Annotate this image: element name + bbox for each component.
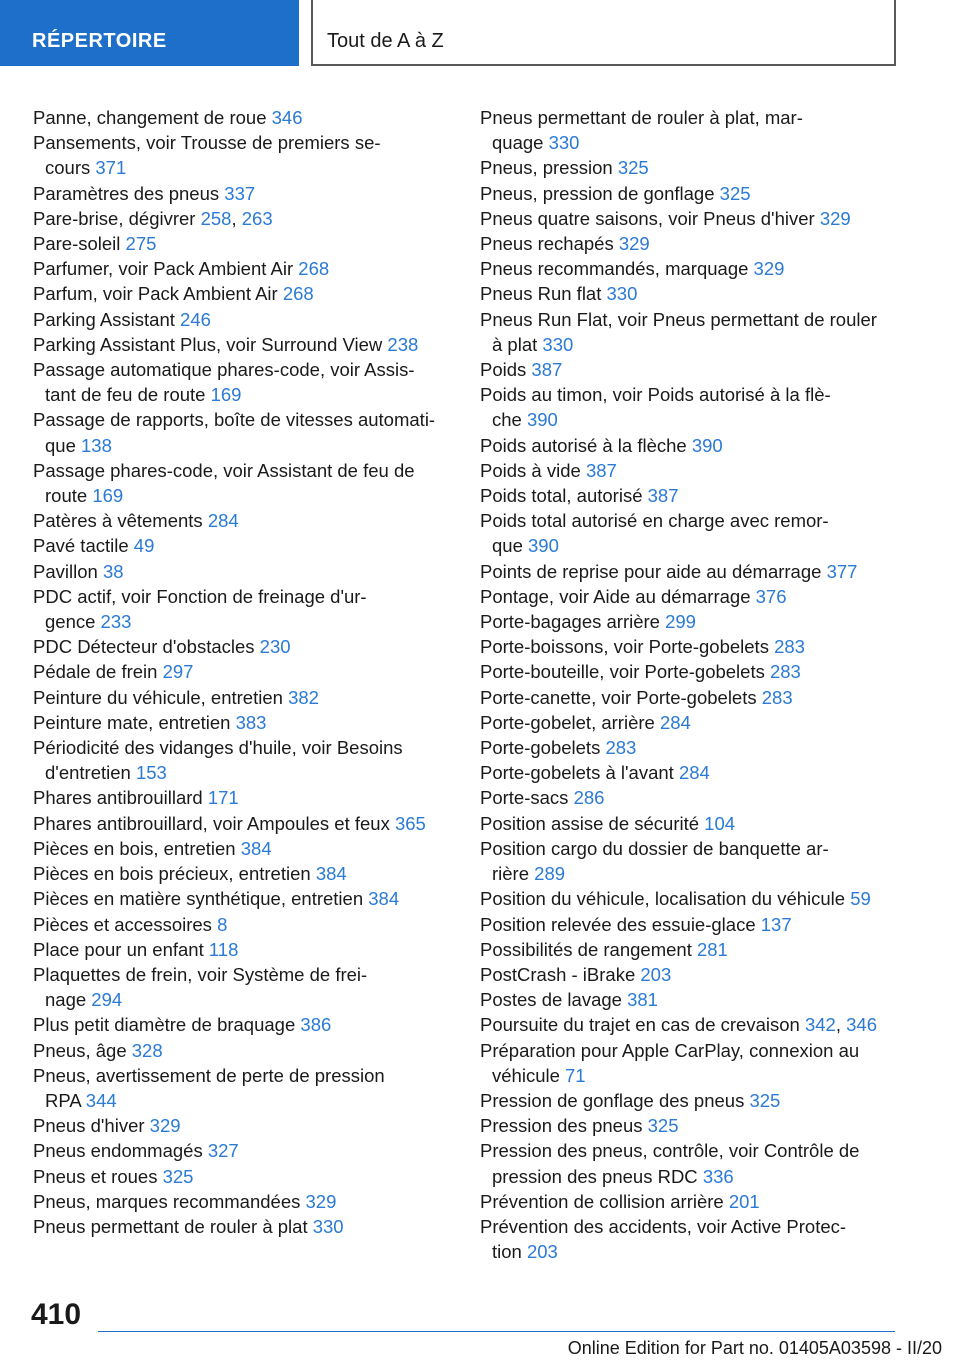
- index-entry: [33, 533, 453, 558]
- index-entry-text: Peinture mate, entretien: [33, 711, 236, 733]
- index-entry: [480, 458, 900, 483]
- index-entry: [480, 155, 900, 180]
- index-entry: [33, 937, 453, 962]
- page-reference-link[interactable]: 138: [81, 434, 112, 456]
- page-reference-link[interactable]: 59: [850, 888, 871, 910]
- index-entry-text: Pneus, pression de gonflage: [480, 182, 720, 204]
- index-entry-text: Peinture du véhicule, entretien: [33, 686, 289, 708]
- index-entry-text: Patères à vêtements: [33, 510, 208, 532]
- index-entry-text: quage: [492, 132, 549, 154]
- page-reference-link[interactable]: 153: [135, 762, 167, 784]
- index-entry: [33, 1164, 453, 1189]
- index-entry-text: Pression de gonflage des pneus: [480, 1089, 750, 1111]
- index-entry: [480, 206, 900, 231]
- index-entry-text: pression des pneus RDC: [492, 1165, 703, 1187]
- index-entry-text: Position relevée des essuie-glace: [480, 913, 761, 935]
- page-reference-link[interactable]: 284: [207, 510, 239, 532]
- index-entry-text: Position du véhicule, localisation du véhicule: [480, 888, 851, 910]
- page-reference-link[interactable]: 325: [719, 182, 751, 204]
- index-entry-text: Pneus, âge: [33, 1039, 132, 1061]
- index-entry-text: PDC actif, voir Fonction de freinage d'ur-: [33, 585, 367, 607]
- index-entry: [33, 1113, 453, 1138]
- index-entry: [33, 130, 453, 180]
- index-entry-text: Pneus Run flat: [480, 283, 607, 305]
- index-entry: [480, 962, 900, 987]
- index-entry-text: Pédale de frein: [33, 661, 163, 683]
- page-title: Tout de A à Z: [311, 0, 896, 66]
- footer-edition: Online Edition for Part no. 01405A03598 - II/20: [567, 1338, 942, 1358]
- index-entry: [480, 357, 900, 382]
- page-reference-link[interactable]: 346: [271, 107, 303, 128]
- index-entry: [33, 332, 453, 357]
- index-entry: [33, 962, 453, 1012]
- index-entry-text: Possibilités de rangement: [480, 938, 697, 960]
- index-entry: [480, 483, 900, 508]
- page-reference-link[interactable]: 381: [627, 989, 658, 1011]
- index-entry: [480, 382, 900, 432]
- index-entry: [480, 307, 900, 357]
- page-reference-link[interactable]: 386: [300, 1014, 332, 1036]
- page-reference-link[interactable]: 328: [131, 1039, 163, 1061]
- index-entry-text: Passage phares-code, voir Assistant de feu de: [33, 459, 415, 481]
- footer-divider: [98, 1331, 895, 1332]
- page-reference-link[interactable]: 382: [288, 686, 319, 708]
- index-entry-text: route: [45, 485, 93, 507]
- page-reference-link[interactable]: 268: [298, 258, 330, 280]
- index-entry: [480, 609, 900, 634]
- index-entry-text: Position assise de sécurité: [480, 812, 705, 834]
- index-entry-text: nage: [45, 989, 92, 1011]
- page-reference-link[interactable]: 8: [217, 913, 228, 935]
- index-entry: [480, 508, 900, 558]
- index-entry: [480, 634, 900, 659]
- index-entry: [480, 659, 900, 684]
- index-entry: [33, 105, 453, 130]
- index-entry-text: Pneus et roues: [33, 1165, 163, 1187]
- index-entry-text: tion: [492, 1241, 527, 1263]
- index-entry-text: Prévention de collision arrière: [480, 1190, 729, 1212]
- index-entry: [480, 937, 900, 962]
- index-entry-text: Pression des pneus: [480, 1115, 648, 1137]
- index-entry: [480, 433, 900, 458]
- page-reference-link[interactable]: 384: [240, 837, 272, 859]
- index-entry-text: PDC Détecteur d'obstacles: [33, 636, 260, 658]
- index-entry-text: Porte-bouteille, voir Porte-gobelets: [480, 661, 770, 683]
- page-reference-link[interactable]: 387: [531, 359, 563, 381]
- index-entry-text: cours: [45, 157, 96, 179]
- index-entry: [33, 1063, 453, 1113]
- page-reference-link[interactable]: 336: [702, 1165, 734, 1187]
- index-entry: [33, 912, 453, 937]
- index-entry: [480, 785, 900, 810]
- page-reference-link[interactable]: 238: [387, 333, 419, 355]
- page-reference-link[interactable]: 329: [149, 1115, 181, 1137]
- page-reference-link[interactable]: 384: [368, 888, 400, 910]
- index-entry: [33, 1038, 453, 1063]
- index-entry: [33, 1012, 453, 1037]
- index-entry-text: Pavillon: [33, 560, 103, 582]
- index-entry: [480, 735, 900, 760]
- index-entry: [480, 559, 900, 584]
- index-entry-text: Prévention des accidents, voir Active Protec-: [480, 1215, 847, 1237]
- page-reference-link[interactable]: 275: [125, 233, 157, 255]
- page-reference-link[interactable]: 387: [585, 459, 617, 481]
- page-reference-link[interactable]: 365: [394, 812, 426, 834]
- page-reference-link[interactable]: 325: [617, 157, 649, 179]
- index-entry-text: Pneus, avertissement de perte de pression: [33, 1064, 385, 1086]
- index-entry: [33, 559, 453, 584]
- index-entry-text: que: [45, 434, 82, 456]
- index-entry-text: à plat: [492, 333, 543, 355]
- page-reference-link[interactable]: 201: [728, 1190, 760, 1212]
- index-entry-text: Pare-soleil: [33, 233, 126, 255]
- index-entry: [33, 508, 453, 533]
- page-reference-link[interactable]: 230: [259, 636, 291, 658]
- page-reference-link[interactable]: 344: [85, 1089, 117, 1111]
- index-entry-text: Pneus rechapés: [480, 233, 619, 255]
- page-reference-link[interactable]: 233: [100, 611, 132, 633]
- index-entry-text: Poids autorisé à la flèche: [480, 434, 692, 456]
- index-entry: [480, 760, 900, 785]
- index-entry-text: Poids au timon, voir Poids autorisé à la flè-: [480, 384, 831, 406]
- page-reference-link[interactable]: 327: [207, 1140, 239, 1162]
- page-reference-link[interactable]: 104: [704, 812, 736, 834]
- page-header: [0, 0, 960, 66]
- index-entry-text: Pneus Run Flat, voir Pneus permettant de rouler: [480, 308, 877, 330]
- page-reference-link[interactable]: 325: [162, 1165, 194, 1187]
- index-entry: [33, 1214, 453, 1239]
- page-reference-link[interactable]: 329: [819, 207, 851, 229]
- page-reference-link[interactable]: 299: [665, 611, 696, 633]
- page-reference-link[interactable]: 376: [755, 585, 787, 607]
- index-entry-text: Phares antibrouillard: [33, 787, 208, 809]
- index-entry-text: Préparation pour Apple CarPlay, connexion au: [480, 1039, 860, 1061]
- index-entry: [33, 407, 453, 457]
- page-reference-link[interactable]: 286: [573, 787, 605, 809]
- index-entry: [480, 231, 900, 256]
- index-entry: [33, 256, 453, 281]
- index-entry-text: Plus petit diamètre de braquage: [33, 1014, 301, 1036]
- index-entry: [480, 281, 900, 306]
- index-entry-text: Pneus permettant de rouler à plat, mar-: [480, 107, 803, 128]
- index-entry: Poursuite du trajet en cas de crevaison 342, 346: [480, 1014, 877, 1036]
- page-reference-link[interactable]: 346: [846, 1014, 877, 1036]
- index-entry: [480, 886, 900, 911]
- index-entry-text: gence: [45, 611, 101, 633]
- index-entry-text: Pneus recommandés, marquage: [480, 258, 754, 280]
- index-column-right: [480, 105, 900, 1264]
- index-entry-text: tant de feu de route: [45, 384, 211, 406]
- index-entry-text: Poids à vide: [480, 459, 586, 481]
- page-reference-link[interactable]: 49: [133, 535, 155, 557]
- page-reference-link[interactable]: 284: [678, 762, 710, 784]
- index-entry-text: Pneus, pression: [480, 157, 618, 179]
- section-tab-repertoire[interactable]: RÉPERTOIRE: [0, 0, 299, 66]
- index-entry: [33, 357, 453, 407]
- page-reference-link[interactable]: 169: [210, 384, 242, 406]
- index-entry-text: Pneus permettant de rouler à plat: [33, 1215, 313, 1237]
- index-entry-text: d'entretien: [45, 762, 136, 784]
- index-entry: Pare-brise, dégivrer 258, 263: [33, 207, 273, 229]
- index-entry-text: Pneus d'hiver: [33, 1115, 150, 1137]
- page-reference-link[interactable]: 342: [804, 1014, 836, 1036]
- page-reference-link[interactable]: 297: [162, 661, 194, 683]
- page-reference-link[interactable]: 390: [528, 535, 559, 557]
- index-entry-text: Pièces et accessoires: [33, 913, 218, 935]
- index-entry: [33, 231, 453, 256]
- index-entry: [480, 105, 900, 155]
- index-entry-text: Pneus, marques recommandées: [33, 1190, 306, 1212]
- page-reference-link[interactable]: 71: [565, 1064, 586, 1086]
- page-reference-link[interactable]: 268: [282, 283, 314, 305]
- index-entry-text: Porte-bagages arrière: [480, 611, 666, 633]
- page-reference-link[interactable]: 371: [95, 157, 127, 179]
- index-entry-text: Poursuite du trajet en cas de crevaison: [480, 1014, 805, 1036]
- page-reference-link[interactable]: 330: [542, 333, 574, 355]
- index-entry-text: Place pour un enfant: [33, 938, 209, 960]
- index-entry: [33, 811, 453, 836]
- index-entry-text: RPA: [45, 1089, 86, 1111]
- index-entry: [480, 584, 900, 609]
- page-reference-link[interactable]: 294: [91, 989, 123, 1011]
- page-reference-link[interactable]: 390: [691, 434, 723, 456]
- page-reference-link[interactable]: 263: [241, 207, 273, 229]
- page-reference-link[interactable]: 330: [606, 283, 638, 305]
- index-entry-text: véhicule: [492, 1064, 566, 1086]
- index-entry-text: Porte-boissons, voir Porte-gobelets: [480, 636, 775, 658]
- index-entry-text: Pavé tactile: [33, 535, 134, 557]
- index-entry-text: Pneus endommagés: [33, 1140, 208, 1162]
- index-entry-text: Porte-gobelets à l'avant: [480, 762, 679, 784]
- page-reference-link[interactable]: 330: [312, 1215, 344, 1237]
- page-reference-link[interactable]: 387: [647, 485, 679, 507]
- index-entry-text: Poids total autorisé en charge avec remor-: [480, 510, 829, 532]
- index-entry: [480, 1138, 900, 1188]
- index-entry-text: Parking Assistant: [33, 308, 181, 330]
- page-reference-link[interactable]: 329: [305, 1190, 337, 1212]
- index-entry: [480, 836, 900, 886]
- index-entry-text: Points de reprise pour aide au démarrage: [480, 560, 827, 582]
- page-reference-link[interactable]: 283: [769, 661, 801, 683]
- index-entry: [33, 307, 453, 332]
- index-entry: [480, 987, 900, 1012]
- page-reference-link[interactable]: 337: [224, 182, 256, 204]
- index-entry: [480, 1038, 900, 1088]
- index-entry: [33, 861, 453, 886]
- index-entry: [480, 256, 900, 281]
- page-reference-link[interactable]: 329: [753, 258, 785, 280]
- index-entry-text: che: [492, 409, 527, 431]
- page-reference-link[interactable]: 203: [526, 1241, 558, 1263]
- index-entry-text: Périodicité des vidanges d'huile, voir Besoins: [33, 737, 403, 759]
- index-entry-text: Position cargo du dossier de banquette ar-: [480, 837, 829, 859]
- index-entry: [480, 181, 900, 206]
- index-entry-text: Porte-gobelets: [480, 737, 606, 759]
- index-entry-text: Pièces en matière synthétique, entretien: [33, 888, 369, 910]
- index-entry-text: Parking Assistant Plus, voir Surround View: [33, 333, 388, 355]
- index-entry: [33, 685, 453, 710]
- index-column-left: [33, 105, 453, 1239]
- page-reference-link[interactable]: 330: [548, 132, 580, 154]
- page-reference-link[interactable]: 38: [102, 560, 124, 582]
- index-entry: [33, 735, 453, 785]
- index-entry-text: que: [492, 535, 529, 557]
- page-reference-link[interactable]: 325: [647, 1115, 679, 1137]
- index-entry-text: Pontage, voir Aide au démarrage: [480, 585, 756, 607]
- page-reference-link[interactable]: 137: [760, 913, 792, 935]
- index-entry-text: Paramètres des pneus: [33, 182, 225, 204]
- index-entry-text: Poids: [480, 359, 532, 381]
- page-reference-link[interactable]: 283: [761, 686, 793, 708]
- index-entry: [33, 886, 453, 911]
- index-entry: [480, 912, 900, 937]
- index-entry-text: Passage automatique phares-code, voir Assis-: [33, 359, 415, 381]
- page-reference-link[interactable]: 171: [207, 787, 239, 809]
- index-entry-text: rière: [492, 863, 535, 885]
- index-entry: [33, 181, 453, 206]
- page-number: 410: [31, 1298, 82, 1331]
- index-entry: [480, 1189, 900, 1214]
- index-entry-text: Porte-canette, voir Porte-gobelets: [480, 686, 762, 708]
- index-entry: [33, 1138, 453, 1163]
- index-entry: [33, 1189, 453, 1214]
- page-reference-link[interactable]: 203: [640, 963, 672, 985]
- index-entry: [480, 811, 900, 836]
- index-entry: [33, 458, 453, 508]
- page-reference-link[interactable]: 284: [659, 711, 691, 733]
- index-entry: [33, 836, 453, 861]
- index-entry-text: Plaquettes de frein, voir Système de frei-: [33, 963, 368, 985]
- page-reference-link[interactable]: 384: [315, 863, 347, 885]
- index-entry-text: Parfum, voir Pack Ambient Air: [33, 283, 283, 305]
- index-entry: [480, 1214, 900, 1264]
- page-reference-link[interactable]: 383: [235, 711, 267, 733]
- index-entry-text: Pansements, voir Trousse de premiers se-: [33, 132, 381, 154]
- page-reference-link[interactable]: 289: [534, 863, 566, 885]
- page-reference-link[interactable]: 283: [774, 636, 805, 658]
- index-entry-text: Pneus quatre saisons, voir Pneus d'hiver: [480, 207, 820, 229]
- index-entry: [33, 634, 453, 659]
- index-entry-text: Phares antibrouillard, voir Ampoules et feux: [33, 812, 395, 834]
- index-entry: [33, 710, 453, 735]
- index-entry: [33, 584, 453, 634]
- index-entry: [480, 1088, 900, 1113]
- index-entry: [480, 1113, 900, 1138]
- page-reference-link[interactable]: 118: [208, 938, 239, 960]
- index-entry-text: Pièces en bois, entretien: [33, 837, 241, 859]
- index-entry-text: Parfumer, voir Pack Ambient Air: [33, 258, 299, 280]
- index-entry: [480, 710, 900, 735]
- page-reference-link[interactable]: 169: [92, 485, 124, 507]
- page-reference-link[interactable]: 377: [826, 560, 858, 582]
- index-entry: [33, 659, 453, 684]
- page-reference-link[interactable]: 329: [618, 233, 650, 255]
- index-entry-text: Pare-brise, dégivrer: [33, 207, 201, 229]
- page-reference-link[interactable]: 283: [605, 737, 637, 759]
- index-entry-text: Passage de rapports, boîte de vitesses automati-: [33, 409, 436, 431]
- index-entry-text: Pression des pneus, contrôle, voir Contrôle de: [480, 1140, 860, 1162]
- page-reference-link[interactable]: 325: [749, 1089, 781, 1111]
- page-reference-link[interactable]: 390: [526, 409, 558, 431]
- index-entry: [480, 685, 900, 710]
- index-entry-text: Panne, changement de roue: [33, 107, 272, 128]
- index-entry-text: Poids total, autorisé: [480, 485, 648, 507]
- index-entry-text: Pièces en bois précieux, entretien: [33, 863, 316, 885]
- index-entry-text: PostCrash - iBrake: [480, 963, 641, 985]
- page-reference-link[interactable]: 281: [696, 938, 728, 960]
- page-reference-link[interactable]: 246: [180, 308, 211, 330]
- index-entry-text: Postes de lavage: [480, 989, 628, 1011]
- index-entry-text: Porte-sacs: [480, 787, 574, 809]
- page-reference-link[interactable]: 258: [200, 207, 232, 229]
- index-entry: [33, 281, 453, 306]
- index-entry: [33, 785, 453, 810]
- index-entry-text: Porte-gobelet, arrière: [480, 711, 660, 733]
